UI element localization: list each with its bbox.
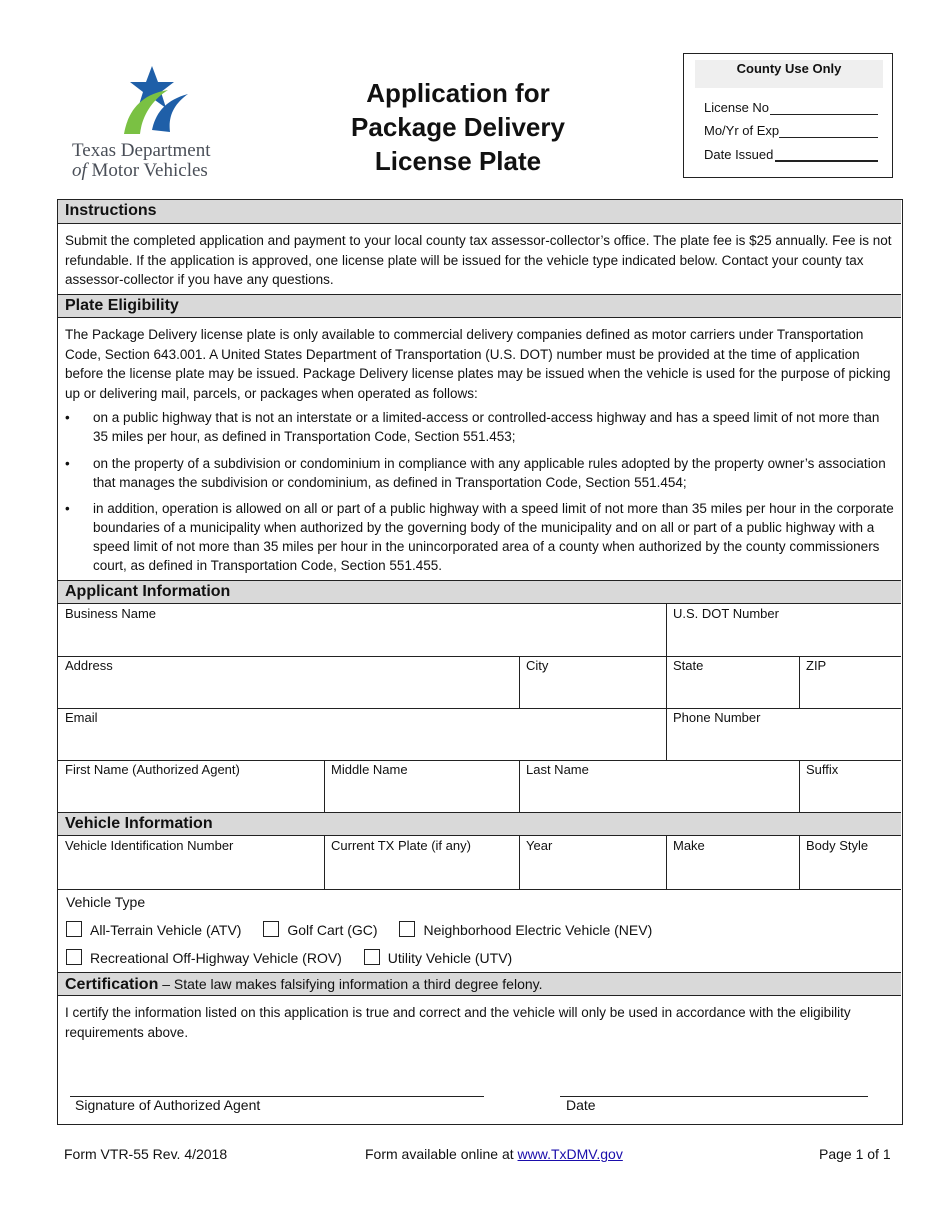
certification-heading: Certification – State law makes falsifying information a third degree felony. xyxy=(58,972,901,996)
business-name-field[interactable] xyxy=(58,604,666,656)
page-title xyxy=(330,76,586,178)
year-label: Year xyxy=(526,838,553,853)
last-name-label: Last Name xyxy=(526,762,589,777)
license-no-field[interactable] xyxy=(770,114,878,115)
logo-line-2-prefix: of xyxy=(72,160,87,181)
middle-name-label: Middle Name xyxy=(331,762,408,777)
footer-availability: Form available online at www.TxDMV.gov xyxy=(365,1146,623,1162)
star-swoosh-icon xyxy=(112,64,192,138)
license-no-label: License No xyxy=(704,100,770,115)
address-label: Address xyxy=(65,658,113,673)
make-field[interactable] xyxy=(666,836,799,889)
vehicle-heading: Vehicle Information xyxy=(58,812,901,836)
phone-label: Phone Number xyxy=(673,710,761,725)
title-line-3: License Plate xyxy=(374,146,542,176)
vehicle-type-option[interactable]: All-Terrain Vehicle (ATV) xyxy=(66,922,241,938)
email-label: Email xyxy=(65,710,98,725)
certification-subheading: – State law makes falsifying information a third degree felony. xyxy=(158,976,543,992)
certification-text: I certify the information listed on this application is true and correct and the vehicle will only be used in accordance with the eligibility requirements above. xyxy=(65,1005,851,1040)
date-label: Date xyxy=(566,1097,596,1113)
logo-line-2: Motor Vehicles xyxy=(91,160,208,181)
dot-number-label: U.S. DOT Number xyxy=(673,606,779,621)
date-field[interactable] xyxy=(560,1096,868,1097)
vehicle-type-option[interactable]: Neighborhood Electric Vehicle (NEV) xyxy=(399,922,652,938)
title-line-2: Package Delivery xyxy=(351,112,565,142)
business-name-label: Business Name xyxy=(65,606,157,621)
first-name-field[interactable] xyxy=(58,760,324,812)
first-name-label: First Name (Authorized Agent) xyxy=(65,762,240,777)
checkbox-icon[interactable] xyxy=(66,949,82,965)
make-label: Make xyxy=(673,838,705,853)
last-name-field[interactable] xyxy=(519,760,799,812)
applicant-heading: Applicant Information xyxy=(58,580,901,604)
date-issued-field[interactable] xyxy=(775,160,878,162)
title-line-1: Application for xyxy=(366,78,550,108)
mo-yr-exp-field[interactable] xyxy=(779,137,878,138)
zip-field[interactable] xyxy=(799,656,901,708)
eligibility-text: The Package Delivery license plate is only available to commercial delivery companies defined as motor carriers under Transportation Code, Section 643.001. A United States Department of Transportation (U.S. DOT) number must be provided at the time of application before the license plate may be issued. Package Delivery license plates may be issued when the vehicle is used for the purpose of picking up or delivering mail, parcels, or packages when operated as follows: xyxy=(65,327,891,401)
address-field[interactable] xyxy=(58,656,519,708)
city-field[interactable] xyxy=(519,656,666,708)
instructions-text: Submit the completed application and payment to your local county tax assessor-collector’s office. The plate fee is $25 annually. Fee is not refundable. If the application is approved, one license plate will be issued for the vehicle type indicated below. Contact your county tax assessor-collector if you have any questions. xyxy=(65,233,892,287)
suffix-label: Suffix xyxy=(806,762,839,777)
bullet-marker: • xyxy=(65,501,70,516)
checkbox-icon[interactable] xyxy=(263,921,279,937)
instructions-heading: Instructions xyxy=(58,200,901,224)
txdmv-logo xyxy=(68,64,238,184)
vin-field[interactable] xyxy=(58,836,324,889)
suffix-field[interactable] xyxy=(799,760,901,812)
current-plate-label: Current TX Plate (if any) xyxy=(331,838,471,853)
page-number: Page 1 of 1 xyxy=(819,1146,891,1162)
state-field[interactable] xyxy=(666,656,799,708)
eligibility-heading: Plate Eligibility xyxy=(58,294,901,318)
signature-label: Signature of Authorized Agent xyxy=(75,1097,261,1113)
middle-name-field[interactable] xyxy=(324,760,519,812)
year-field[interactable] xyxy=(519,836,666,889)
logo-line-1: Texas Department xyxy=(72,140,211,161)
phone-field[interactable] xyxy=(666,708,901,760)
checkbox-icon[interactable] xyxy=(399,921,415,937)
vehicle-type-option[interactable]: Recreational Off-Highway Vehicle (ROV) xyxy=(66,950,342,966)
mo-yr-exp-label: Mo/Yr of Exp xyxy=(704,123,780,138)
current-plate-field[interactable] xyxy=(324,836,519,889)
body-style-field[interactable] xyxy=(799,836,901,889)
dot-number-field[interactable] xyxy=(666,604,901,656)
county-use-box xyxy=(683,53,893,178)
txdmv-link[interactable]: www.TxDMV.gov xyxy=(517,1146,623,1162)
email-field[interactable] xyxy=(58,708,666,760)
bullet-marker: • xyxy=(65,456,70,471)
application-form: Instructions Submit the completed application and payment to your local county tax assessor-collector’s office. The plate fee is $25 annually. Fee is not refundable. If the application is approved, one license plate will be issued for the vehicle type indicated below. Contact your county tax assessor-collector if you have any questions. Plate Eligibility The Package Delivery license plate is only available to commercial delivery companies defined as motor carriers under Transportation Code, Section 643.001. A United States Department of Transportation (U.S. DOT) number must be provided at the time of application before the license plate may be issued. Package Delivery license plates may be issued when the vehicle is used for the purpose of picking up or delivering mail, parcels, or packages when operated as follows: • on a public highway that is not an interstate or a limited-access or controlled-access highway and has a speed limit of not more than 35 miles per hour, as defined in Transportation Code, Section 551.453; • on the property of a subdivision or condominium in compliance with any applicable rules adopted by the property owner’s association that manages the subdivision or condominium, as defined in Transportation Code, Section 551.454; • in addition, operation is allowed on all or part of a public highway with a speed limit of not more than 35 miles per hour in the corporate boundaries of a municipality when authorized by the governing body of the municipality and on all or part of a public highway with a speed limit of not more than 35 miles per hour in the unincorporated area of a county when authorized by the county commissioners court, as defined in Transportation Code, Section 551.455. Applicant Information Business Name U.S. DOT Number Address City State ZIP Email Phone Number First Name (Authorized Agent) Middle Name Last Name Suffix Vehicle Information Vehicle Identification Number Current TX Plate (if any) Year Make Body Style Vehicle Type All-Terrain Vehicle (ATV) Golf Cart (GC) Neighborhood Electric Vehicle (NEV) Recreational Off-Highway Vehicle (ROV) Utility Vehicle (UTV) Certification – State law makes falsifying information a third degree felony. I certify the information listed on this application is true and correct and the vehicle will only be used in accordance with the eligibility requirements above. Signature of Authorized Agent Date xyxy=(57,199,903,1125)
state-label: State xyxy=(673,658,704,673)
zip-label: ZIP xyxy=(806,658,827,673)
vin-label: Vehicle Identification Number xyxy=(65,838,234,853)
county-use-heading: County Use Only xyxy=(695,60,883,88)
city-label: City xyxy=(526,658,549,673)
vehicle-type-label: Vehicle Type xyxy=(66,894,146,910)
checkbox-icon[interactable] xyxy=(66,921,82,937)
form-id: Form VTR-55 Rev. 4/2018 xyxy=(64,1146,228,1162)
checkbox-icon[interactable] xyxy=(364,949,380,965)
date-issued-label: Date Issued xyxy=(704,147,774,162)
vehicle-type-option[interactable]: Golf Cart (GC) xyxy=(263,922,377,938)
vehicle-type-option[interactable]: Utility Vehicle (UTV) xyxy=(364,950,512,966)
bullet-marker: • xyxy=(65,410,70,425)
body-style-label: Body Style xyxy=(806,838,869,853)
